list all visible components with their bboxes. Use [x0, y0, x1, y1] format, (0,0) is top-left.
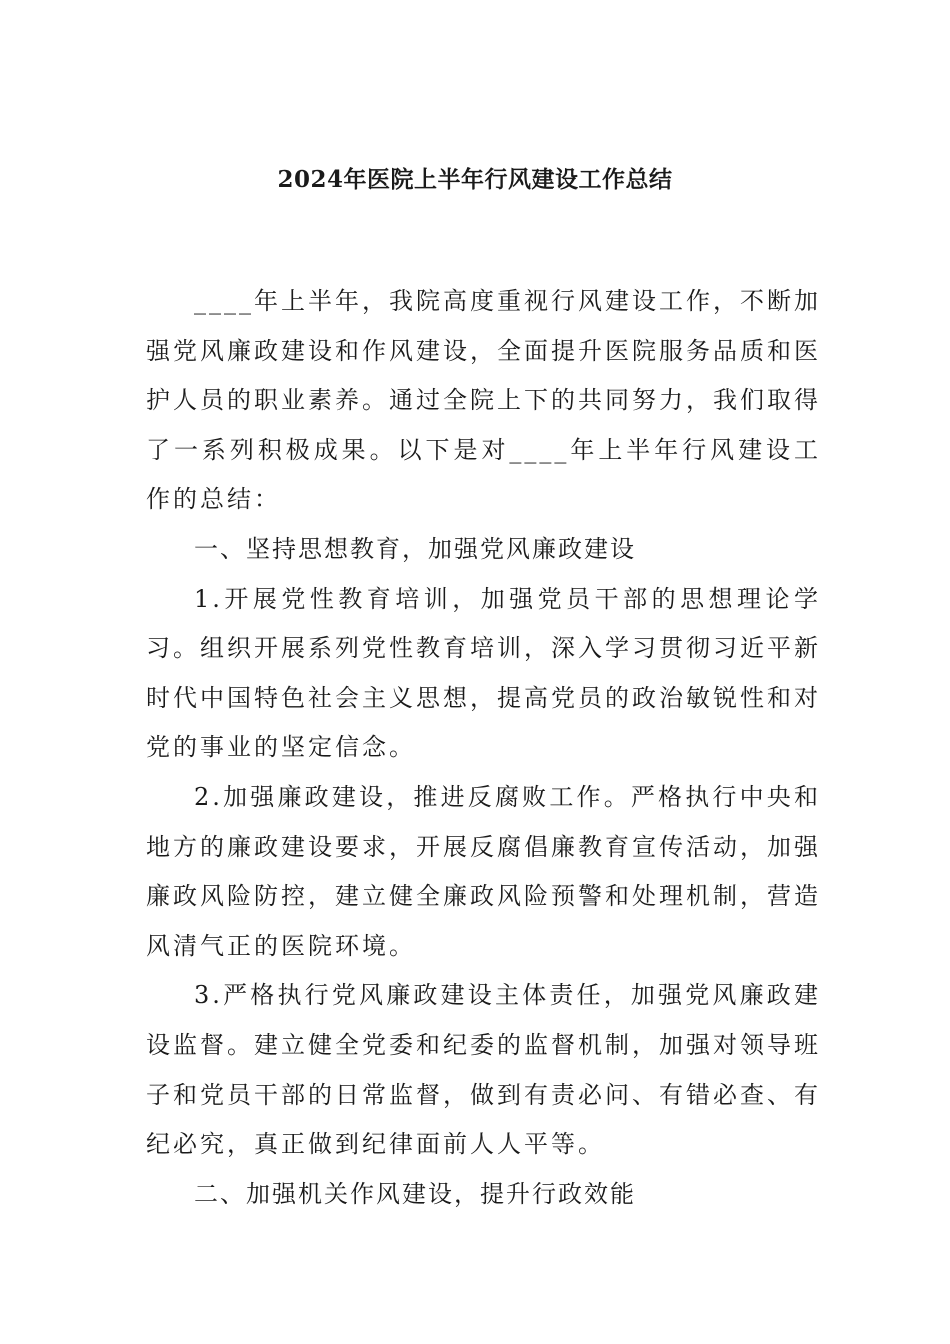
section-heading-2: 二、加强机关作风建设，提升行政效能: [194, 1179, 636, 1208]
item-paragraph-1: 1.开展党性教育培训，加强党员干部的思想理论学习。组织开展系列党性教育培训，深入学习贯彻习近平新时代中国特色社会主义思想，提高党员的政治敏锐性和对党的事业的坚定信念。: [146, 584, 821, 762]
document-title: 2024年医院上半年行风建设工作总结: [277, 166, 673, 193]
section-heading-1: 一、坚持思想教育，加强党风廉政建设: [194, 534, 636, 563]
item-paragraph-2: 2.加强廉政建设，推进反腐败工作。严格执行中央和地方的廉政建设要求，开展反腐倡廉教育宣传活动，加强廉政风险防控，建立健全廉政风险预警和处理机制，营造风清气正的医院环境。: [146, 782, 821, 960]
intro-paragraph: ____年上半年，我院高度重视行风建设工作，不断加强党风廉政建设和作风建设，全面提升医院服务品质和医护人员的职业素养。通过全院上下的共同努力，我们取得了一系列积极成果。以下是对____年上半年行风建设工作的总结：: [146, 287, 821, 514]
document-body: [146, 277, 821, 1219]
item-paragraph-3: 3.严格执行党风廉政建设主体责任，加强党风廉政建设监督。建立健全党委和纪委的监督机制，加强对领导班子和党员干部的日常监督，做到有责必问、有错必查、有纪必究，真正做到纪律面前人人平等。: [146, 981, 821, 1159]
